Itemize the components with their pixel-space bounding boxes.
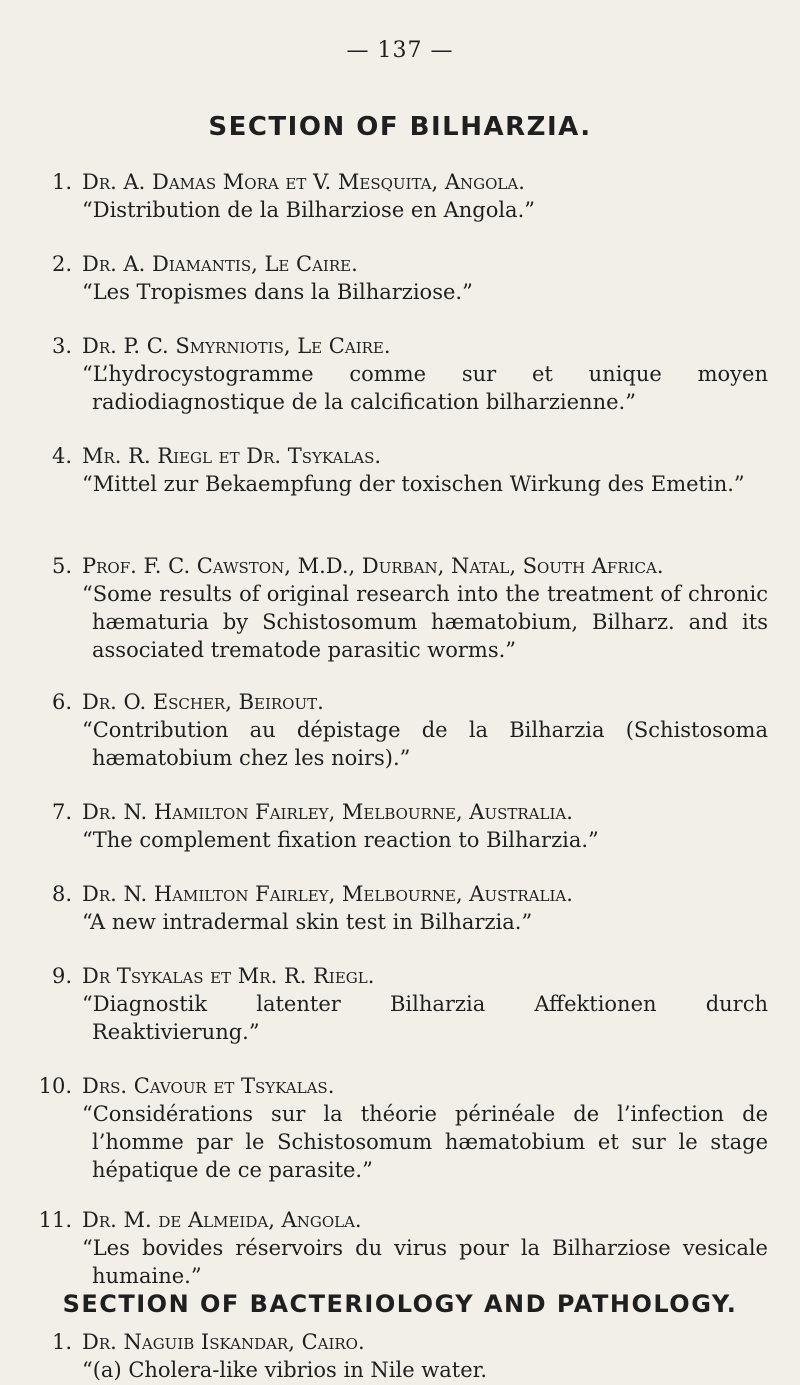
entry-author: Dr. O. Escher, Beirout.	[82, 690, 324, 714]
entry-bilharzia-11	[32, 1206, 768, 1290]
entry-author: Dr. N. Hamilton Fairley, Melbourne, Australia.	[82, 882, 573, 906]
entry-number: 1.	[51, 170, 72, 194]
entry-author: Dr. M. de Almeida, Angola.	[82, 1208, 362, 1232]
entry-number: 5.	[51, 554, 72, 578]
entry-number: 9.	[51, 964, 72, 988]
entry-title: “Les bovides réservoirs du virus pour la Bilharziose vesicale humaine.”	[82, 1236, 768, 1288]
entry-author: Mr. R. Riegl et Dr. Tsykalas.	[82, 444, 382, 468]
entry-number: 7.	[51, 800, 72, 824]
entry-title: “Les Tropismes dans la Bilharziose.”	[82, 280, 473, 304]
entry-author: Dr Tsykalas et Mr. R. Riegl.	[82, 964, 375, 988]
entry-author: Dr. A. Damas Mora et V. Mesquita, Angola.	[82, 170, 525, 194]
entry-number: 2.	[51, 252, 72, 276]
entry-title: “Diagnostik latenter Bilharzia Affektionen durch Reaktivierung.”	[82, 992, 768, 1044]
page-number: — 137 —	[346, 38, 454, 63]
entry-bilharzia-4	[32, 442, 768, 498]
entry-title: “Distribution de la Bilharziose en Angola.”	[82, 198, 535, 222]
entry-bilharzia-10	[32, 1072, 768, 1184]
entry-title: “Contribution au dépistage de la Bilharzia (Schistosoma hæmatobium chez les noirs).”	[82, 718, 768, 770]
entry-bilharzia-5	[32, 552, 768, 664]
entry-bilharzia-8	[32, 880, 768, 936]
entry-title: “L’hydrocystogramme comme sur et unique moyen radiodiagnostique de la calcification bilharzienne.”	[82, 362, 768, 414]
entry-author: Dr. A. Diamantis, Le Caire.	[82, 252, 358, 276]
entry-author: Drs. Cavour et Tsykalas.	[82, 1074, 335, 1098]
entry-title: “The complement fixation reaction to Bilharzia.”	[82, 828, 599, 852]
section-title-bacteriology: SECTION OF BACTERIOLOGY AND PATHOLOGY.	[62, 1290, 738, 1318]
entry-number: 10.	[38, 1074, 72, 1098]
entry-number: 1.	[51, 1330, 72, 1354]
entry-bacteriology-1	[32, 1328, 768, 1385]
entry-number: 6.	[51, 690, 72, 714]
entry-title: “A new intradermal skin test in Bilharzia.”	[82, 910, 533, 934]
section-title-bilharzia: SECTION OF BILHARZIA.	[208, 112, 592, 142]
entry-author: Dr. P. C. Smyrniotis, Le Caire.	[82, 334, 391, 358]
entry-number: 3.	[51, 334, 72, 358]
entry-title: “(a) Cholera-like vibrios in Nile water.	[82, 1358, 488, 1382]
entry-author: Dr. N. Hamilton Fairley, Melbourne, Australia.	[82, 800, 573, 824]
entry-bilharzia-6	[32, 688, 768, 772]
entry-number: 8.	[51, 882, 72, 906]
entry-author: Dr. Naguib Iskandar, Cairo.	[82, 1330, 365, 1354]
entry-author: Prof. F. C. Cawston, M.D., Durban, Natal, South Africa.	[82, 554, 664, 578]
entry-title: “Mittel zur Bekaempfung der toxischen Wirkung des Emetin.”	[82, 472, 745, 496]
entry-bilharzia-7	[32, 798, 768, 854]
entry-bilharzia-1	[32, 168, 768, 224]
entry-bilharzia-9	[32, 962, 768, 1046]
entry-number: 11.	[38, 1208, 72, 1232]
entry-number: 4.	[51, 444, 72, 468]
entry-bilharzia-3	[32, 332, 768, 416]
entry-bilharzia-2	[32, 250, 768, 306]
entry-title: “Considérations sur la théorie périnéale de l’infection de l’homme par le Schistosomum hæmatobium et sur le stage hépatique de ce parasite.”	[82, 1102, 768, 1182]
entry-title: “Some results of original research into the treatment of chronic hæmaturia by Schistosomum hæmatobium, Bilharz. and its associated trematode parasitic worms.”	[82, 582, 768, 662]
